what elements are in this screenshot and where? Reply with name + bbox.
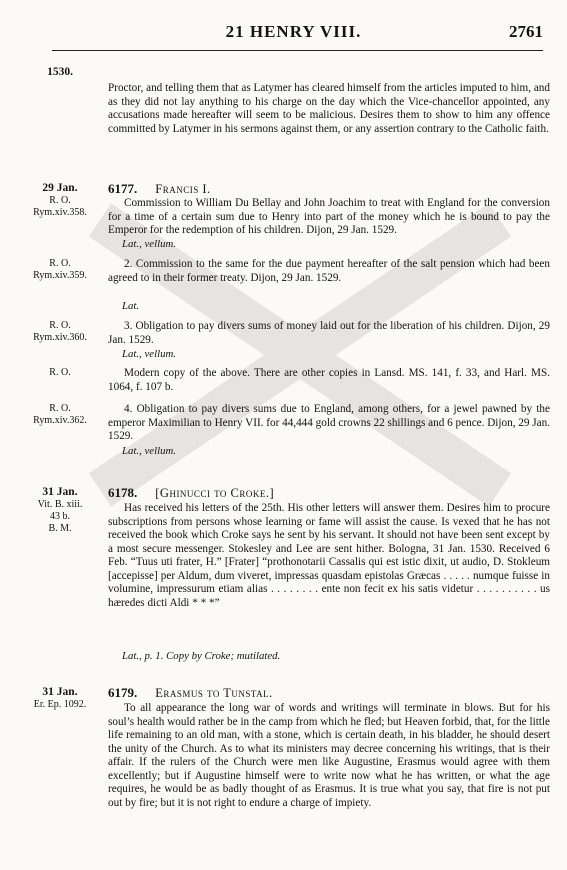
entry-6177-p3: 3. Obligation to pay divers sums of money laid out for the liberation of his children. Dijon, 29 Jan. 1529. (108, 320, 550, 346)
entry-title: Francis I. (155, 182, 211, 196)
entry-6177-p4: Modern copy of the above. There are other copies in Lansd. MS. 141, f. 33, and Harl. MS. 1064, f. 107 b. (108, 367, 550, 393)
entry-6177-p1: Commission to William Du Bellay and John Joachim to treat with England for the conversion for a time of a certain sum due to Henry into part of the money which he is bound to pay the Emperor for the redemption of his children. Dijon, 29 Jan. 1529. (108, 197, 550, 236)
margin-year: 1530. (47, 66, 73, 78)
margin-6177: 29 Jan. R. O. Rym.xiv.358. (33, 182, 87, 218)
running-title: 21 HENRY VIII. (225, 22, 362, 41)
entry-6177-note3: Lat., vellum. (122, 348, 176, 360)
entry-number: 6177. (108, 181, 138, 196)
entry-6178-note1: Lat., p. 1. Copy by Croke; mutilated. (122, 650, 281, 662)
entry-title: [Ghinucci to Croke.] (155, 486, 275, 500)
entry-number: 6179. (108, 685, 138, 700)
entry-heading-6179 (108, 686, 273, 700)
entry-6177-p2: 2. Commission to the same for the due payment hereafter of the salt pension which had been agreed to in their former treaty. Dijon, 29 Jan. 1529. (108, 258, 550, 284)
entry-6178-p1: Has received his letters of the 25th. His other letters will answer them. Desires him to procure subscriptions from persons whose learning or fame will assist the cause. Is vexed that he has not received the book which Croke says he sent by his servant. It should not have been sent except by a most secure messenger. Stokesley and Lee are sent hither. Bologna, 31 Jan. 1530. Received 6 Feb. “Tuus uti frater, H.” [Frater] “prothonotarii Cassalis qui est istic dixit, ut audio, D. Stokleum [accepisse] per Aldum, dum viveret, impressas quasdam epistolas Græcas . . . . . numque fuisse in volumine, impressurum etiam alias . . . . . . . . ente non fecit ex his satis videtur . . . . . . . . . . us hæredes dicti Aldi * * *” (108, 502, 550, 609)
continuation-paragraph: Proctor, and telling them that as Latymer has cleared himself from the articles imputed to him, and as they did not lay anything to his charge on the day which the Vice-chancellor appointed, any accusations made hereafter will seem to be malicious. Desires them to show to him any offence committed by Latymer in his sermons against them, or any assertion contrary to the Catholic faith. (108, 82, 550, 135)
entry-6179-p1: To all appearance the long war of words and writings will terminate in blows. But for his soul’s health would rather be in the camp from which he fled; but Heaven forbid, that, for the little life remaining to an old man, with a stone, which is certain death, in his bladder, he should desert the unity of the Church. As to what its ministers may decree concerning his writings, that is their affair. If the rulers of the Church were men like Augustine, Erasmus would agree with them excellently; but if Augustine himself were to write now what he has written, or what the age requires, he would be as badly thought of as Erasmus. It is true what you say, that fire is not put out by fire; but it is not right to endure a charge of impiety. (108, 702, 550, 809)
entry-heading-6177 (108, 182, 211, 196)
entry-6177-note1: Lat., vellum. (122, 238, 176, 250)
entry-6177-p5: 4. Obligation to pay divers sums due to England, among others, for a jewel pawned by the emperor Maximilian to Henry VII. for 44,444 gold crowns 22 shillings and 6 pence. Dijon, 29 Jan. 1529. (108, 403, 550, 442)
header-rule (52, 50, 543, 51)
margin-6179: 31 Jan. Er. Ep. 1092. (33, 686, 87, 710)
margin-6177-p2: R. O. Rym.xiv.359. (33, 258, 87, 281)
entry-6177-note5: Lat., vellum. (122, 445, 176, 457)
entry-title: Erasmus to Tunstal. (155, 686, 273, 700)
entry-heading-6178 (108, 486, 274, 500)
margin-6177-p4: R. O. (49, 367, 71, 378)
margin-6178: 31 Jan. Vit. B. xiii. 43 b. B. M. (37, 486, 83, 534)
entry-6177-note2: Lat. (122, 300, 140, 312)
margin-6177-p3: R. O. Rym.xiv.360. (33, 320, 87, 343)
running-header (40, 22, 547, 46)
page-number: 2761 (509, 22, 543, 41)
margin-6177-p5: R. O. Rym.xiv.362. (33, 403, 87, 426)
entry-number: 6178. (108, 485, 138, 500)
